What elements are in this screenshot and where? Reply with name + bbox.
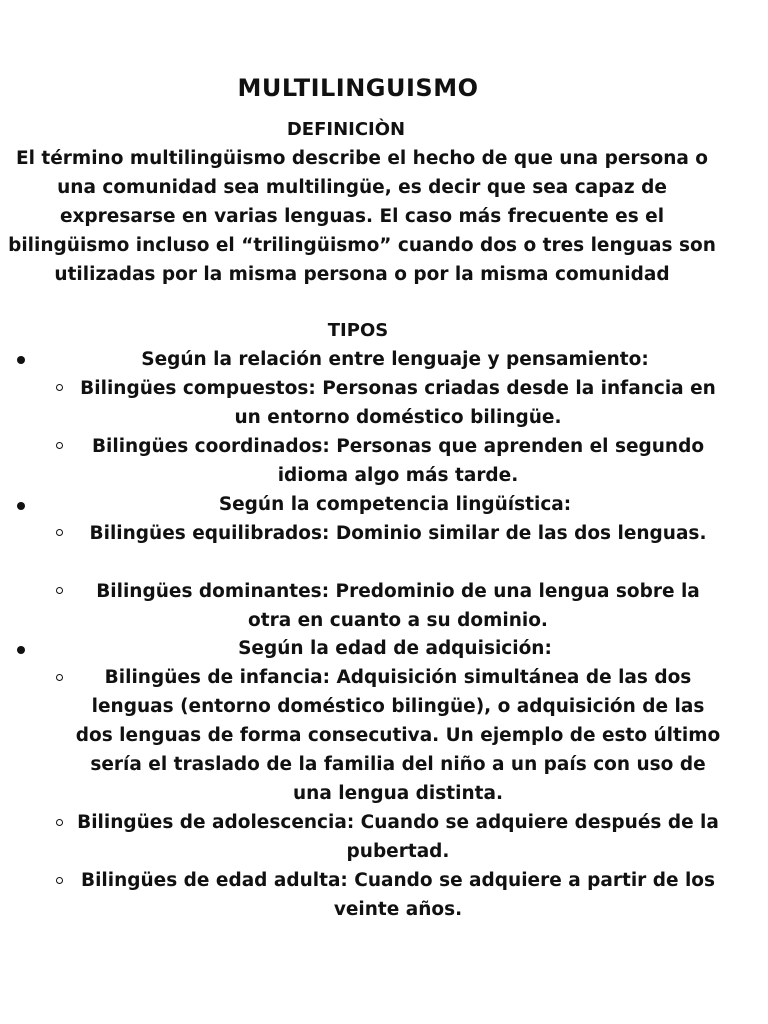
circle-bullet-icon bbox=[56, 819, 63, 826]
type-item: Bilingües coordinados: Personas que aprenden el segundo idioma algo más tarde. bbox=[91, 436, 705, 486]
definition-paragraph: El término multilingüismo describe el hecho de que una persona o una comunidad sea multilingüe, es decir que sea capaz de expresarse en varias lenguas. El caso más frecuente es el bilingüismo incluso el “trilingüismo” cuando dos o tres lenguas son utilizadas por la misma persona o por la misma comunidad bbox=[8, 148, 716, 285]
circle-bullet-icon bbox=[56, 442, 63, 449]
circle-bullet-icon bbox=[56, 674, 63, 681]
type-item: Bilingües de edad adulta: Cuando se adquiere a partir de los veinte años. bbox=[80, 870, 716, 920]
type-item: Bilingües dominantes: Predominio de una lengua sobre la otra en cuanto a su dominio. bbox=[96, 581, 700, 631]
circle-bullet-icon bbox=[56, 529, 63, 536]
type-item: Bilingües compuestos: Personas criadas desde la infancia en un entorno doméstico bilingüe. bbox=[80, 378, 716, 428]
document-title: MULTILINGUISMO bbox=[237, 74, 479, 102]
circle-bullet-icon bbox=[56, 384, 63, 391]
circle-bullet-icon bbox=[56, 877, 63, 884]
definition-heading: DEFINICIÒN bbox=[286, 119, 406, 140]
bullet-icon bbox=[17, 502, 25, 510]
type-item: Bilingües de adolescencia: Cuando se adquiere después de la pubertad. bbox=[77, 812, 719, 862]
types-heading: TIPOS bbox=[327, 320, 389, 341]
bullet-icon bbox=[17, 356, 25, 364]
type-group-label: Según la relación entre lenguaje y pensamiento: bbox=[141, 349, 649, 370]
circle-bullet-icon bbox=[56, 587, 63, 594]
type-group-label: Según la competencia lingüística: bbox=[218, 494, 572, 515]
bullet-icon bbox=[17, 646, 25, 654]
type-item: Bilingües de infancia: Adquisición simultánea de las dos lenguas (entorno doméstico bilingüe), o adquisición de las dos lenguas de forma consecutiva. Un ejemplo de esto último sería el traslado de la familia del niño a un país con uso de una lengua distinta. bbox=[75, 667, 721, 804]
type-group-label: Según la edad de adquisición: bbox=[238, 638, 552, 659]
type-item: Bilingües equilibrados: Dominio similar de las dos lenguas. bbox=[89, 523, 707, 544]
